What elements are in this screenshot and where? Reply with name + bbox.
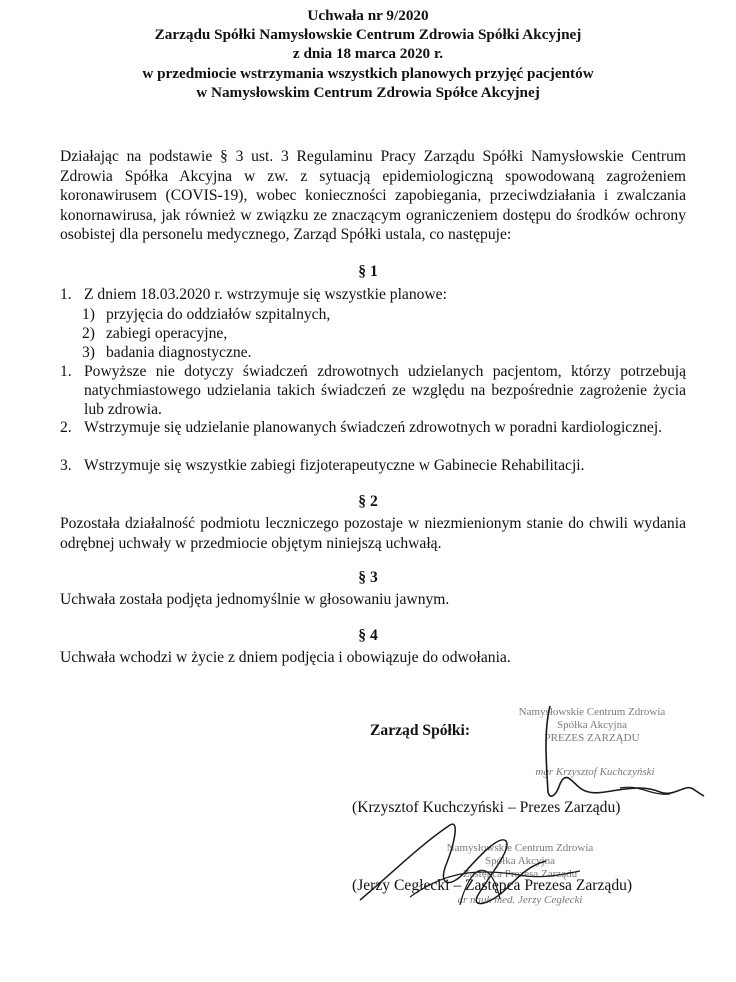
resolution-header bbox=[0, 6, 736, 102]
sub-list-item-text: zabiegi operacyjne, bbox=[106, 325, 228, 342]
president-stamp-name: mgr Krzysztof Kuchczyński bbox=[535, 766, 655, 778]
president-signature bbox=[500, 700, 715, 810]
list-item-number: 1. bbox=[60, 286, 72, 303]
list-item-number: 1. bbox=[60, 363, 72, 380]
intro-paragraph: Działając na podstawie § 3 ust. 3 Regulaminu Pracy Zarządu Spółki Namysłowskie Centrum Zdrowia Spółka Akcyjna w zw. z sytuacją epidemiologiczną spowodowaną zagrożeniem koronawirusem (COVIS-19), wobec konieczności zapobiegania, przeciwdziałania i zwalczania konornawirusa, jak również w związku ze znaczącym ograniczeniem dostępu do środków ochrony osobistej dla personelu medycznego, Zarząd Spółki ustala, co następuje: bbox=[60, 148, 686, 244]
stamp-line: Zastępca Prezesa Zarządu bbox=[462, 868, 578, 880]
sub-list-item bbox=[82, 343, 251, 362]
sub-list-item-number: 2) bbox=[82, 325, 95, 342]
section-3-text: Uchwała została podjęta jednomyślnie w głosowaniu jawnym. bbox=[60, 591, 450, 608]
section-4-text: Uchwała wchodzi w życie z dniem podjęcia i obowiązuje do odwołania. bbox=[60, 649, 511, 666]
list-item-number: 3. bbox=[60, 457, 72, 474]
vice-president-signature bbox=[350, 805, 590, 920]
stamp-line: Namysłowskie Centrum Zdrowia bbox=[518, 706, 666, 718]
stamp-line: PREZES ZARZĄDU bbox=[544, 732, 640, 744]
resolution-subject-line1: w przedmiocie wstrzymania wszystkich planowych przyjęć pacjentów bbox=[142, 64, 594, 82]
stamp-line: Spółka Akcyjna bbox=[485, 855, 555, 867]
sub-list-item-text: badania diagnostyczne. bbox=[106, 344, 252, 361]
sub-list-item-number: 3) bbox=[82, 344, 95, 361]
sub-list-item bbox=[82, 305, 330, 324]
signer-2-name: (Jerzy Cegłecki – Zastępca Prezesa Zarządu) bbox=[352, 877, 633, 894]
stamp-line: Namysłowskie Centrum Zdrowia bbox=[446, 842, 594, 854]
resolution-subject-line2: w Namysłowskim Centrum Zdrowia Spółce Akcyjnej bbox=[196, 83, 540, 101]
section-2-heading: § 2 bbox=[358, 493, 378, 510]
sub-list-item bbox=[82, 324, 227, 343]
list-item-text: Z dniem 18.03.2020 r. wstrzymuje się wszystkie planowe: bbox=[84, 286, 447, 303]
signer-1-name: (Krzysztof Kuchczyński – Prezes Zarządu) bbox=[352, 799, 621, 816]
section-3-heading: § 3 bbox=[358, 569, 378, 586]
resolution-date: z dnia 18 marca 2020 r. bbox=[292, 45, 444, 63]
list-item-text: Wstrzymuje się wszystkie zabiegi fizjoterapeutyczne w Gabinecie Rehabilitacji. bbox=[84, 457, 585, 474]
section-4-heading: § 4 bbox=[358, 627, 378, 644]
resolution-issuer: Zarządu Spółki Namysłowskie Centrum Zdrowia Spółki Akcyjnej bbox=[154, 26, 582, 44]
sub-list-item-number: 1) bbox=[82, 306, 95, 323]
list-item-text: Powyższe nie dotyczy świadczeń zdrowotnych udzielanych pacjentom, którzy potrzebują natychmiastowego udzielania takich świadczeń ze względu na bezpośrednie zagrożenie życia lub zdrowia. bbox=[84, 363, 686, 419]
list-item-number: 2. bbox=[60, 419, 72, 436]
section-1-heading: § 1 bbox=[358, 263, 378, 280]
section-2-text: Pozostała działalność podmiotu leczniczego pozostaje w niezmienionym stanie do chwili wydania odrębnej uchwały w przedmiocie objętym niniejszą uchwałą. bbox=[60, 515, 686, 552]
resolution-number: Uchwała nr 9/2020 bbox=[307, 7, 429, 24]
stamp-line: Spółka Akcyjna bbox=[557, 719, 627, 731]
sub-list-item-text: przyjęcia do oddziałów szpitalnych, bbox=[106, 306, 331, 323]
board-label: Zarząd Spółki: bbox=[370, 722, 471, 739]
list-item-text: Wstrzymuje się udzielanie planowanych świadczeń zdrowotnych w poradni kardiologicznej. bbox=[84, 419, 663, 436]
vice-president-stamp-name: dr nauk med. Jerzy Cegłecki bbox=[457, 894, 583, 906]
